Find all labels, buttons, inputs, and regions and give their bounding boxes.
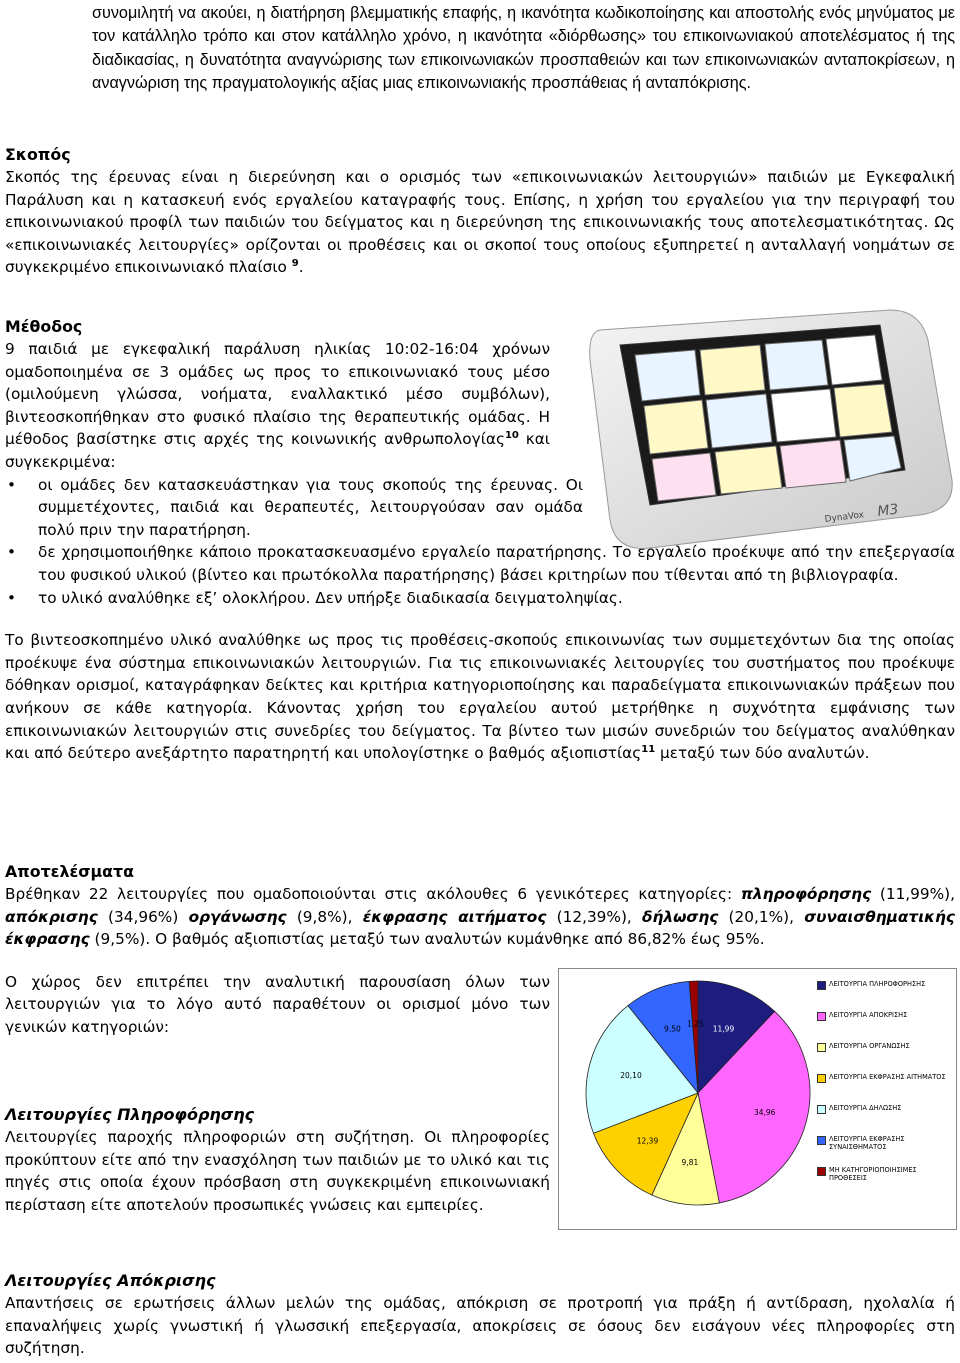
r-t6: (20,1%), xyxy=(718,907,805,926)
response-text: Απαντήσεις σε ερωτήσεις άλλων μελών της ομάδας, απόκριση σε προτροπή για πράξη ή αντίδραση, ηχολαλία ή επαναλήψεις χωρίς γνωστική ή γλωσσική επεξεργασία, αποκρίσεις σε όσους δεν εισάγουν νέες πληροφορίες στη συζήτηση. xyxy=(5,1294,955,1358)
device-brand: DynaVox xyxy=(824,510,865,525)
aim-text xyxy=(5,166,955,279)
intro-paragraph xyxy=(92,2,955,96)
method-text xyxy=(5,338,550,474)
r-k2: απόκρισης xyxy=(5,907,98,926)
intro-text: συνομιλητή να ακούει, η διατήρηση βλεμματικής επαφής, η ικανότητα κωδικοποίησης και αποστολής ενός μηνύματος με τον κατάλληλο τρόπο και στον κατάλληλο χρόνο, η ικανότητα «διόρθωσης» του επικοινωνιακού αποτελέσματος ή της διαδικασίας, η δυνατότητα αναγνώρισης των επικοινωνιακών προσπαθειών και των επικοινωνιακών ανταποκρίσεων, η αναγνώριση της πραγματολογικής αξίας μιας επικοινωνιακής προσπάθειας ή ανταπόκρισης. xyxy=(92,4,955,93)
info-section xyxy=(5,1104,550,1216)
method-p2-end: μεταξύ των δύο αναλυτών. xyxy=(655,744,870,763)
method-footnote: 10 xyxy=(504,430,519,442)
pie-data-label: 9,81 xyxy=(681,1158,699,1167)
method-p2-body: Το βιντεοσκοπημένο υλικό αναλύθηκε ως προς τις προθέσεις-σκοπούς επικοινωνίας των συμμετεχόντων δια της οποίας προέκυψε ένα σύστημα επικοινωνιακών λειτουργιών. Για τις επικοινωνιακές λειτουργίες του συστήματος που προέκυψε δόθηκαν ορισμοί, καταγράφηκαν δείκτες και κριτήρια κατηγοριοποίησης και παραδείγματα επικοινωνιακών πράξεων που ανήκουν σε κάθε κατηγορία. Κάνοντας χρήση του εργαλείου αυτού μετρήθηκε η συχνότητα εμφάνισης των επικοινωνιακών λειτουργιών στις συνεδρίες του δείγματος. Τα βίντεο των μισών συνεδριών του δείγματος αναλύθηκαν και από δεύτερο ανεξάρτητο παρατηρητή και υπολογίστηκε ο βαθμός αξιοπιστίας xyxy=(5,631,955,763)
aim-end: . xyxy=(298,258,304,277)
legend-label: ΛΕΙΤΟΥΡΓΙΑ ΟΡΓΑΝΩΣΗΣ xyxy=(829,1042,910,1050)
list-item: • οι ομάδες δεν κατασκευάστηκαν για τους σκοπούς της έρευνας. Οι συμμετέχοντες, παιδιά και θεραπευτές, λειτουργούσαν σαν ομάδα πολύ πριν την παρατήρηση. xyxy=(5,474,583,542)
pie-data-label: 1,25 xyxy=(686,1019,704,1029)
response-heading: Λειτουργίες Απόκρισης xyxy=(5,1271,216,1290)
r-t4: (9,8%), xyxy=(286,907,363,926)
legend-swatch xyxy=(817,1074,826,1083)
r-t1: Βρέθηκαν 22 λειτουργίες που ομαδοποιούνται στις ακόλουθες 6 γενικότερες κατηγορίες: xyxy=(5,885,741,903)
legend-swatch xyxy=(817,1167,826,1176)
aim-body: Σκοπός της έρευνας είναι η διερεύνηση και ο ορισμός των «επικοινωνιακών λειτουργιών» παιδιών με Εγκεφαλική Παράλυση και η κατασκευή ενός εργαλείου καταγραφής τους. Επίσης, η χρήση του εργαλείου για την περιγραφή του επικοινωνιακού προφίλ των παιδιών του δείγματος και η διερεύνηση της επικοινωνιακής τους αποτελεσματικότητας. Ως «επικοινωνιακές λειτουργίες» ορίζονται οι προθέσεις και οι σκοποί τους οποίους εξυπηρετεί η ανταλλαγή νοημάτων σε συγκεκριμένο επικοινωνιακό πλαίσιο xyxy=(5,168,955,277)
legend-label: ΛΕΙΤΟΥΡΓΙΑ ΕΚΦΡΑΣΗΣ ΣΥΝΑΙΣΘΗΜΑΤΟΣ xyxy=(829,1135,905,1152)
list-item: • το υλικό αναλύθηκε εξ’ ολοκλήρου. Δεν υπήρξε διαδικασία δειγματοληψίας. xyxy=(5,587,955,610)
r-k1: πληροφόρησης xyxy=(740,885,872,903)
r-k4: έκφρασης αιτήματος xyxy=(362,907,547,926)
r-k6: συναισθηματικής έκφρασης xyxy=(5,907,955,949)
symbol-grid xyxy=(635,335,901,501)
method-heading: Μέθοδος xyxy=(5,317,83,336)
pie-data-label: 20,10 xyxy=(620,1070,642,1080)
legend-item xyxy=(815,980,955,998)
aim-footnote: 9 xyxy=(291,258,299,270)
method-paragraph-2 xyxy=(5,629,955,765)
r-k5: δήλωσης xyxy=(642,907,719,926)
method-body-end: και συγκεκριμένα: xyxy=(5,430,550,471)
legend-item xyxy=(815,1011,955,1029)
legend-swatch xyxy=(817,981,826,990)
pie-data-label: 9,50 xyxy=(664,1024,681,1034)
chart-legend xyxy=(815,980,955,1197)
legend-item xyxy=(815,1135,955,1153)
legend-swatch xyxy=(817,1043,826,1052)
r-t2: (11,99%), xyxy=(871,885,955,903)
legend-item xyxy=(815,1073,955,1091)
results-text xyxy=(5,883,955,951)
r-t3: (34,96%) xyxy=(97,907,189,926)
r-t5: (12,39%), xyxy=(546,907,643,926)
communication-device-image xyxy=(560,300,955,550)
pie-data-label: 34,96 xyxy=(753,1108,776,1118)
pie-data-label: 12,39 xyxy=(636,1136,659,1146)
legend-label: ΛΕΙΤΟΥΡΓΙΑ ΔΗΛΩΣΗΣ xyxy=(829,1104,902,1112)
legend-item xyxy=(815,1042,955,1060)
r-k3: οργάνωσης xyxy=(188,907,287,926)
results-heading: Αποτελέσματα xyxy=(5,862,134,881)
list-item: • δε χρησιμοποιήθηκε κάποιο προκατασκευασμένο εργαλείο παρατήρησης. Το εργαλείο προέκυψε από την επεξεργασία του φυσικού υλικού (βίντεο και πρωτόκολλα παρατήρησης) βάσει κριτηρίων που τίθενται από τη βιβλιογραφία. xyxy=(5,541,955,586)
legend-label: ΛΕΙΤΟΥΡΓΙΑ ΠΛΗΡΟΦΟΡΗΣΗΣ xyxy=(829,980,926,988)
legend-label: ΜΗ ΚΑΤΗΓΟΡΙΟΠΟΙΗΣΙΜΕΣ ΠΡΟΘΕΣΕΙΣ xyxy=(829,1166,917,1183)
legend-item xyxy=(815,1104,955,1122)
info-heading: Λειτουργίες Πληροφόρησης xyxy=(5,1105,255,1124)
pie-data-label: 11,99 xyxy=(712,1024,735,1034)
legend-label: ΛΕΙΤΟΥΡΓΙΑ ΕΚΦΡΑΣΗΣ ΑΙΤΗΜΑΤΟΣ xyxy=(829,1073,946,1081)
response-section xyxy=(5,1270,955,1360)
method-body: 9 παιδιά με εγκεφαλική παράλυση ηλικίας 10:02-16:04 χρόνων ομαδοποιημένα σε 3 ομάδες ως προς το επικοινωνιακό τους μέσο (ομιλούμενη γλώσσα, νοήματα, εναλλακτικό μέσο συμβόλων), βιντεοσκοπήθηκαν στο φυσικό πλαίσιο της θεραπευτικής ομάδας. Η μέθοδος βασίστηκε στις αρχές της κοινωνικής ανθρωπολογίας xyxy=(5,340,550,449)
device-model: M3 xyxy=(876,501,900,520)
info-text: Λειτουργίες παροχής πληροφοριών στη συζήτηση. Οι πληροφορίες προκύπτουν είτε από την ενασχόληση των παιδιών με το υλικό και τις πηγές στις οποία έχουν πρόσβαση στη συγκεκριμένη επικοινωνιακή περίσταση είτε αποτελούν προσωπικές γνώσεις και εμπειρίες. xyxy=(5,1128,550,1214)
legend-swatch xyxy=(817,1136,826,1145)
legend-swatch xyxy=(817,1012,826,1021)
legend-swatch xyxy=(817,1105,826,1114)
space-note: Ο χώρος δεν επιτρέπει την αναλυτική παρουσίαση όλων των λειτουργιών για το λόγο αυτό παραθέτουν οι ορισμοί μόνο των γενικών κατηγοριών: xyxy=(5,972,550,1036)
aim-heading: Σκοπός xyxy=(5,145,71,164)
pie-chart xyxy=(560,970,815,1226)
r-t7: (9,5%). Ο βαθμός αξιοπιστίας μεταξύ των αναλυτών κυμάνθηκε από 86,82% έως 95%. xyxy=(89,930,765,949)
legend-item xyxy=(815,1166,955,1184)
method-p2-footnote: 11 xyxy=(641,744,656,755)
legend-label: ΛΕΙΤΟΥΡΓΙΑ ΑΠΟΚΡΙΣΗΣ xyxy=(829,1011,908,1019)
aim-section xyxy=(5,144,955,279)
